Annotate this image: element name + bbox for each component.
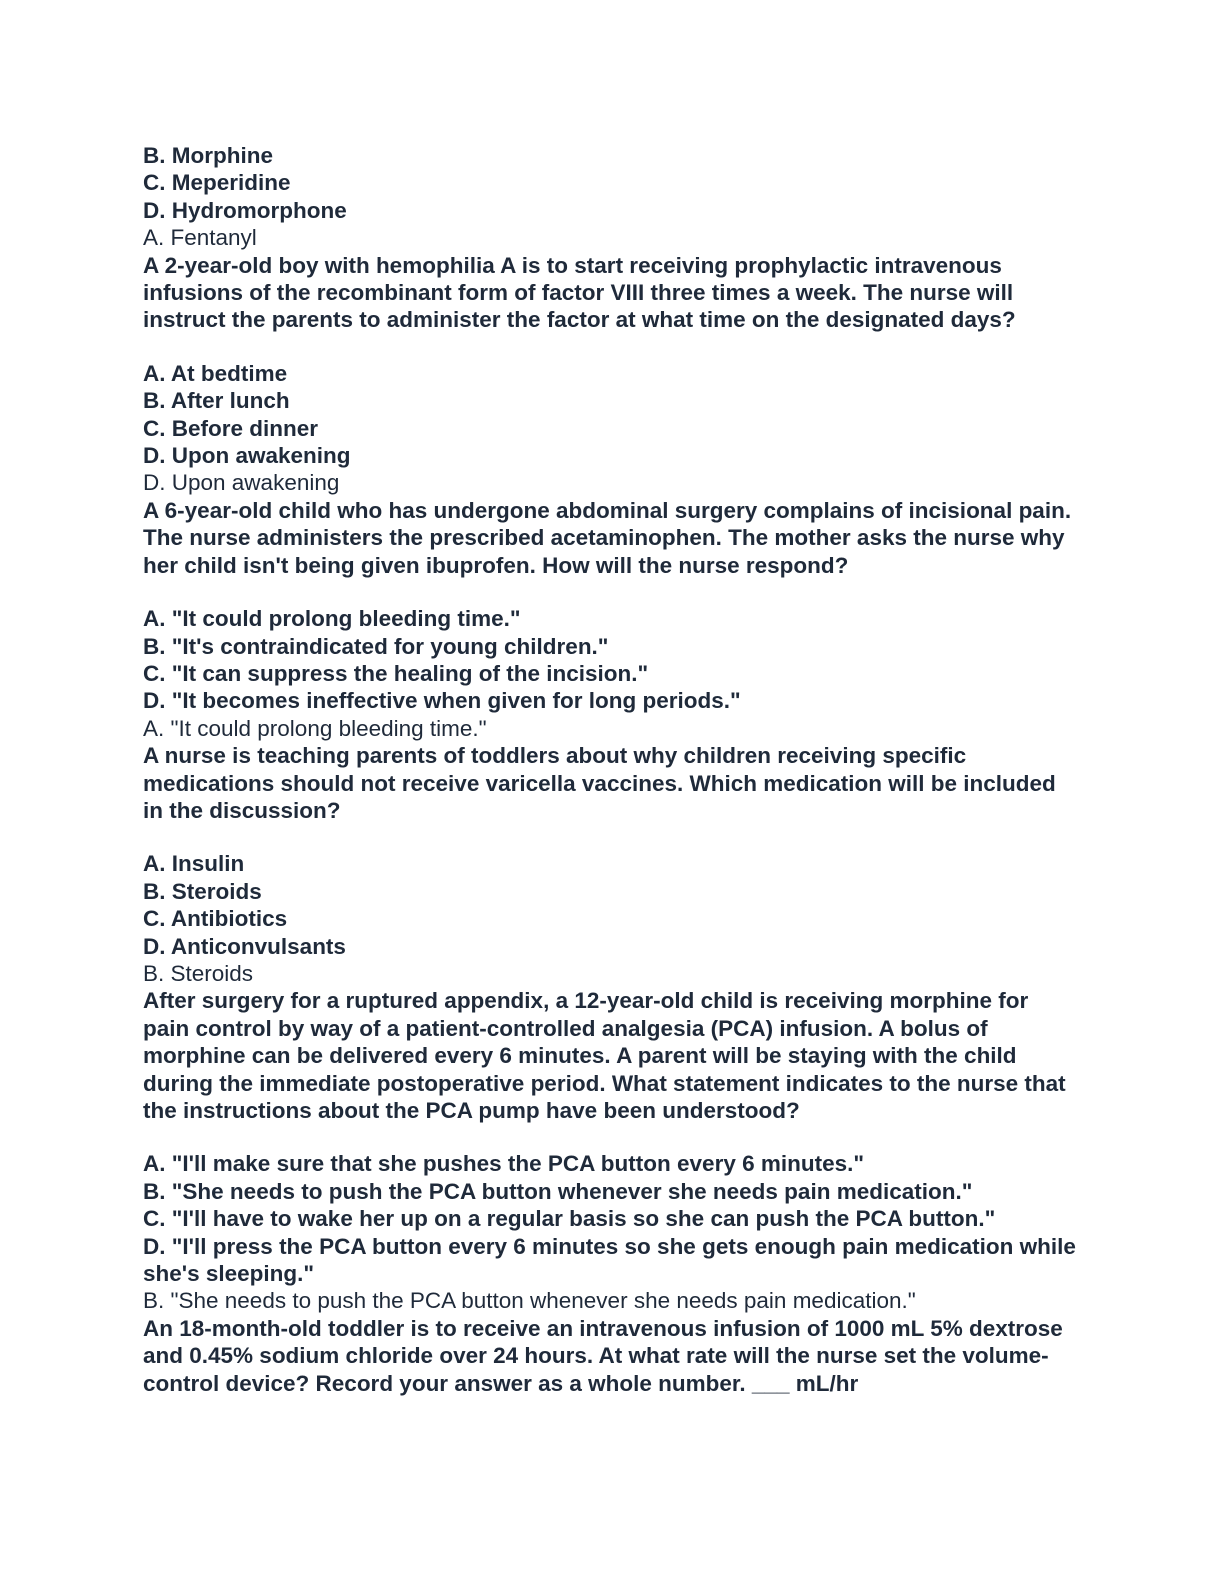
question-text: A 2-year-old boy with hemophilia A is to start receiving prophylactic intravenous infusions of the recombinant form of factor VIII three times a week. The nurse will instruct the parents to administer the factor at what time on the designated days? [143,252,1016,333]
option-line: C. "I'll have to wake her up on a regular basis so she can push the PCA button." [143,1206,996,1232]
option-line: C. Meperidine [143,170,291,196]
option-line: A. At bedtime [143,360,288,386]
answer-line: A. "It could prolong bleeding time." [143,715,487,741]
question-text: An 18-month-old toddler is to receive an intravenous infusion of 1000 mL 5% dextrose and 0.45% sodium chloride over 24 hours. At what rate will the nurse set the volume-control device? Record your answer as a whole number. ___ mL/hr [143,1315,1063,1396]
spacer [143,824,1083,850]
question-text: A 6-year-old child who has undergone abdominal surgery complains of incisional pain. The nurse administers the prescribed acetaminophen. The mother asks the nurse why her child isn't being given ibuprofen. How will the nurse respond? [143,497,1072,578]
option-line: A. "I'll make sure that she pushes the PCA button every 6 minutes." [143,1151,865,1177]
answer-line: B. "She needs to push the PCA button whenever she needs pain medication." [143,1288,916,1314]
option-line: B. After lunch [143,388,290,414]
option-line: B. Steroids [143,878,262,904]
answer-line: A. Fentanyl [143,225,257,251]
option-line: B. "She needs to push the PCA button whenever she needs pain medication." [143,1178,973,1204]
option-line: D. Upon awakening [143,443,351,469]
option-line: C. Before dinner [143,415,319,441]
option-line: D. "I'll press the PCA button every 6 minutes so she gets enough pain medication while she's sleeping." [143,1233,1076,1287]
option-line: A. Insulin [143,851,245,877]
answer-line: D. Upon awakening [143,470,340,496]
option-line: D. Anticonvulsants [143,933,346,959]
option-line: A. "It could prolong bleeding time." [143,606,521,632]
question-text: A nurse is teaching parents of toddlers about why children receiving specific medications should not receive varicella vaccines. Which medication will be included in the discussion? [143,743,1056,823]
answer-line: B. Steroids [143,960,254,986]
option-line: B. Morphine [143,143,273,168]
spacer [143,579,1083,605]
option-line: D. "It becomes ineffective when given for long periods." [143,688,741,714]
option-line: D. Hydromorphone [143,197,347,223]
spacer [143,1124,1083,1150]
option-line: C. "It can suppress the healing of the incision." [143,660,649,686]
document-page [143,142,1083,1397]
spacer [143,334,1083,360]
question-text: After surgery for a ruptured appendix, a 12-year-old child is receiving morphine for pain control by way of a patient-controlled analgesia (PCA) infusion. A bolus of morphine can be delivered every 6 minutes. A parent will be staying with the child during the immediate postoperative period. What statement indicates to the nurse that the instructions about the PCA pump have been understood? [143,988,1066,1123]
option-line: C. Antibiotics [143,906,288,932]
option-line: B. "It's contraindicated for young children." [143,633,609,659]
